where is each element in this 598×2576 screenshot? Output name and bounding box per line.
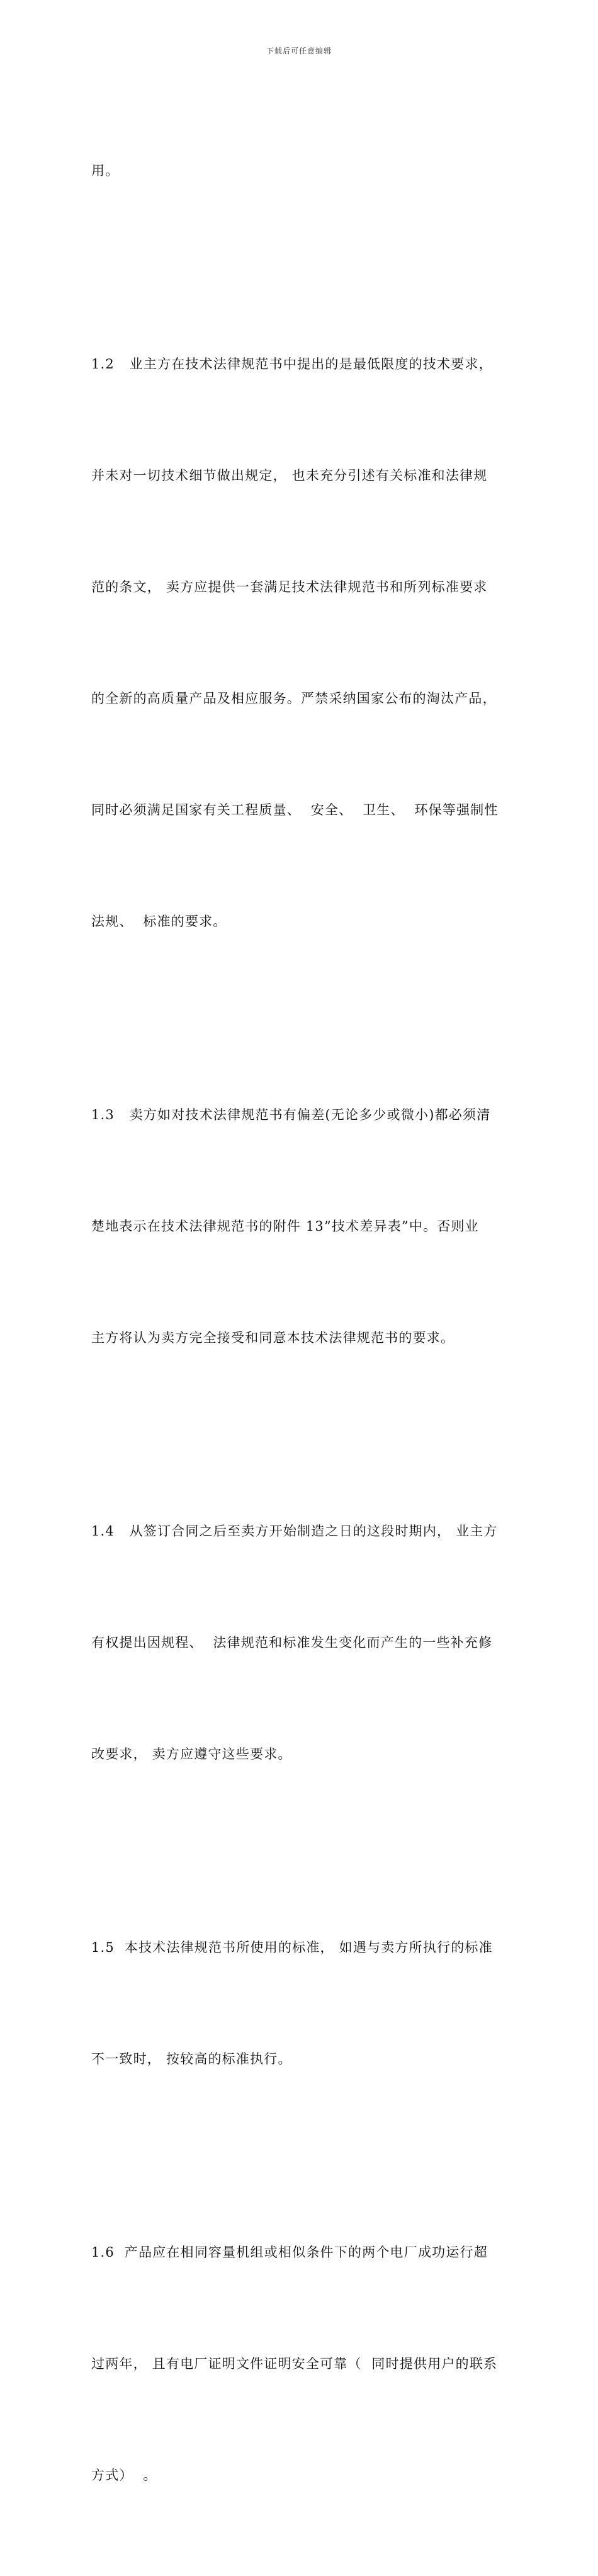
paragraph-1-5: [91, 1855, 510, 2152]
text-line: 法规、 标准的要求。: [91, 914, 227, 929]
text-line: 1.2 业主方在技术法律规范书中提出的是最低限度的技术要求，: [91, 356, 493, 372]
paragraph-1-2: [91, 271, 510, 1015]
text-line: 有权提出因规程、 法律规范和标准发生变化而产生的一些补充修: [91, 1635, 493, 1650]
page-header: 下载后可任意编辑: [266, 47, 332, 55]
text-line: 1.4 从签订合同之后至卖方开始制造之日的这段时期内， 业主方: [91, 1524, 498, 1539]
text-line: 改要求， 卖方应遵守这些要求。: [91, 1747, 292, 1762]
text-line: 用。: [91, 163, 120, 178]
text-line: 1.5 本技术法律规范书所使用的标准， 如遇与卖方所执行的标准: [91, 1940, 493, 1955]
text-line: 不一致时， 按较高的标准执行。: [91, 2051, 292, 2066]
paragraph-1-3: [91, 1022, 510, 1431]
text-line: 主方将认为卖方完全接受和同意本技术法律规范书的要求。: [91, 1330, 455, 1345]
paragraph-1-4: [91, 1439, 510, 1847]
text-line: 过两年， 且有电厂证明文件证明安全可靠（ 同时提供用户的联系: [91, 2356, 498, 2371]
text-line: 的全新的高质量产品及相应服务。严禁采纳国家公布的淘汰产品，: [91, 691, 497, 706]
text-line: 1.3 卖方如对技术法律规范书有偏差(无论多少或微小)都必须清: [91, 1107, 491, 1122]
text-line: 并未对一切技术细节做出规定， 也未充分引述有关标准和法律规: [91, 468, 488, 483]
paragraph-1-6: [91, 2160, 510, 2568]
text-line: 方式） 。: [91, 2468, 157, 2483]
document-body: [91, 78, 510, 2576]
text-line: 范的条文， 卖方应提供一套满足技术法律规范书和所列标准要求: [91, 579, 488, 595]
text-line: 1.6 产品应在相同容量机组或相似条件下的两个电厂成功运行超: [91, 2245, 488, 2260]
text-line: 楚地表示在技术法律规范书的附件 13”技术差异表”中。否则业: [91, 1219, 479, 1234]
paragraph-1-0: [91, 78, 510, 264]
text-line: 同时必须满足国家有关工程质量、 安全、 卫生、 环保等强制性: [91, 802, 499, 818]
